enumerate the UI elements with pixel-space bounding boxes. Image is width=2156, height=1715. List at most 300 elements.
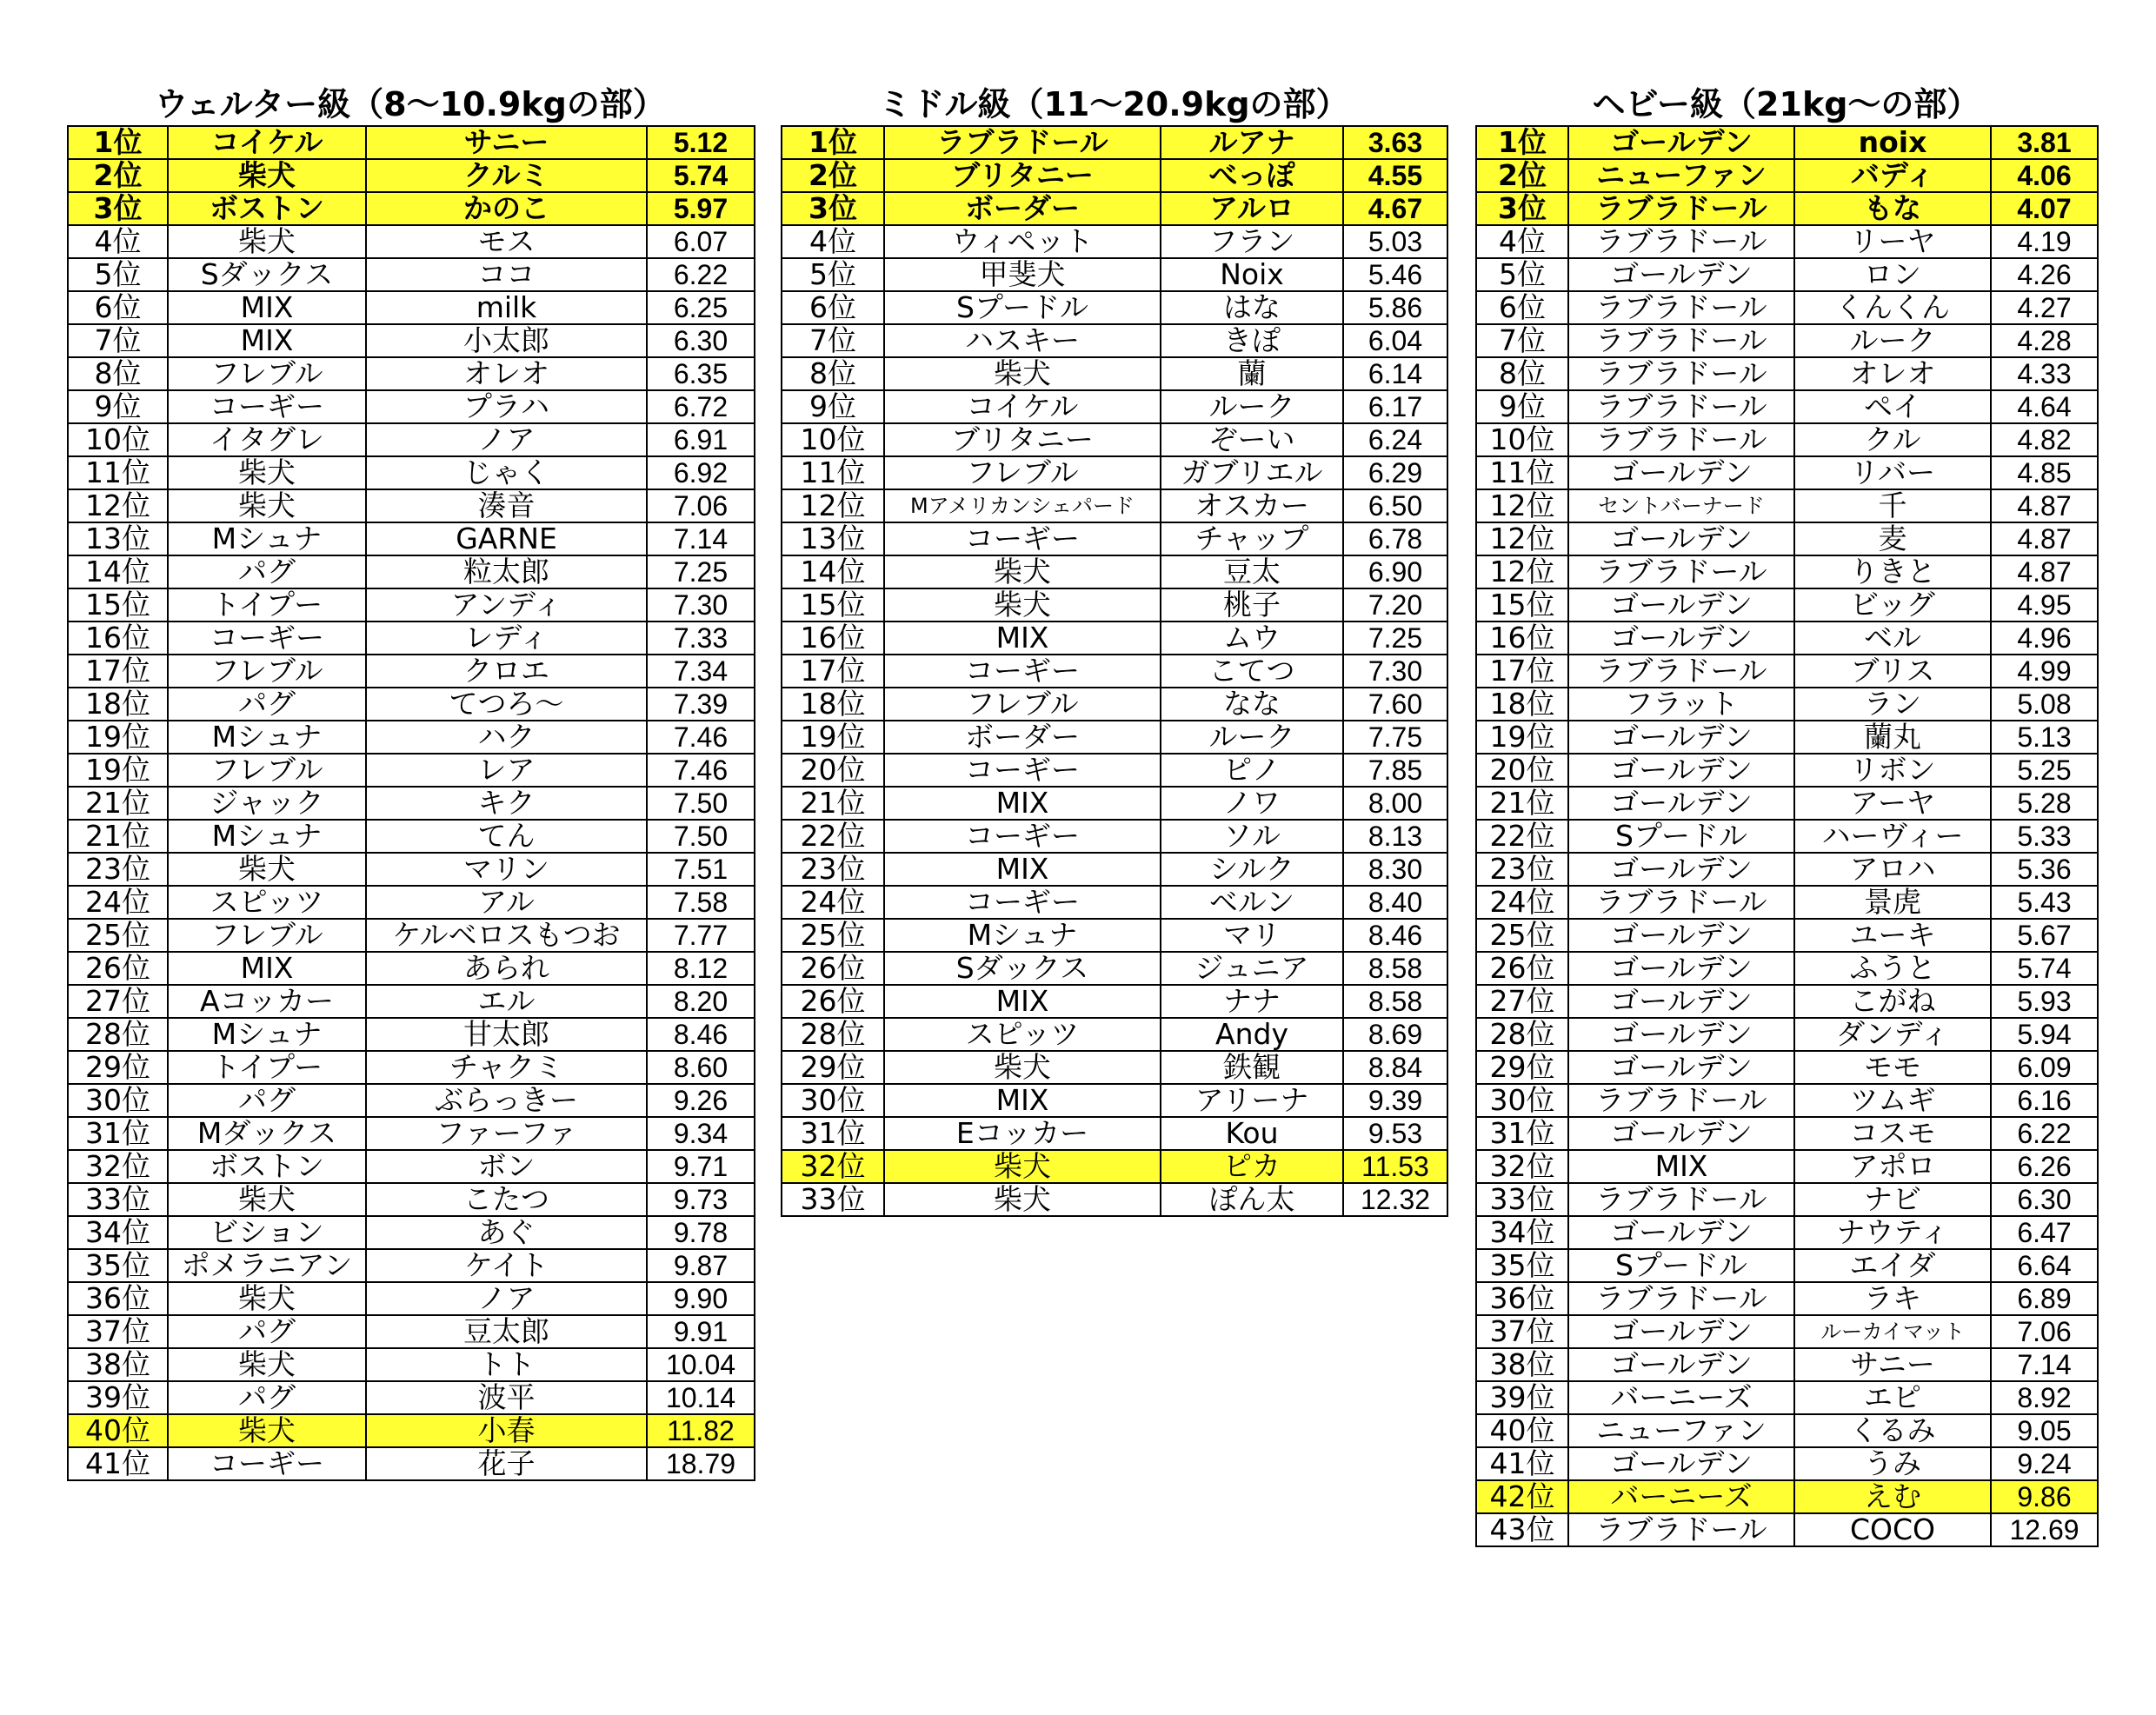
breed-cell: イタグレ [168, 423, 366, 456]
dog-name-cell: ルーカイマット [1794, 1315, 1991, 1348]
breed-cell: ボストン [168, 1150, 366, 1183]
rank-cell: 12位 [1476, 489, 1568, 522]
time-cell: 4.87 [1991, 489, 2098, 522]
rank-cell: 37位 [68, 1315, 168, 1348]
rank-cell: 32位 [782, 1150, 884, 1183]
dog-name-cell: てつろ～ [366, 688, 647, 721]
breed-cell: ポメラニアン [168, 1249, 366, 1282]
breed-cell: ボストン [168, 192, 366, 225]
table-row [1476, 853, 2098, 886]
time-cell: 4.85 [1991, 456, 2098, 489]
table-row [1476, 555, 2098, 588]
breed-cell: ラブラドール [1568, 357, 1794, 390]
table-row [782, 919, 1447, 952]
breed-cell: フラット [1568, 688, 1794, 721]
rank-cell: 41位 [1476, 1447, 1568, 1480]
time-cell: 8.30 [1343, 853, 1447, 886]
breed-cell: コーギー [168, 1447, 366, 1480]
breed-cell: MIX [884, 622, 1161, 655]
rank-cell: 6位 [68, 291, 168, 324]
breed-cell: MIX [884, 985, 1161, 1018]
rank-cell: 26位 [782, 985, 884, 1018]
rank-cell: 7位 [68, 324, 168, 357]
rank-cell: 13位 [68, 522, 168, 555]
dog-name-cell: レア [366, 754, 647, 787]
rank-cell: 30位 [1476, 1084, 1568, 1117]
table-row [68, 721, 755, 754]
rank-cell: 33位 [782, 1183, 884, 1216]
time-cell: 12.32 [1343, 1183, 1447, 1216]
dog-name-cell: リバー [1794, 456, 1991, 489]
rank-cell: 15位 [782, 588, 884, 622]
time-cell: 5.74 [1991, 952, 2098, 985]
table-row [68, 423, 755, 456]
breed-cell: フレブル [168, 919, 366, 952]
table-row [68, 1117, 755, 1150]
time-cell: 7.46 [647, 754, 755, 787]
table-row [782, 489, 1447, 522]
time-cell: 9.71 [647, 1150, 755, 1183]
time-cell: 9.26 [647, 1084, 755, 1117]
time-cell: 6.25 [647, 291, 755, 324]
breed-cell: コーギー [884, 522, 1161, 555]
middle-table [781, 125, 1448, 1217]
table-row [68, 688, 755, 721]
breed-cell: ゴールデン [1568, 787, 1794, 820]
rank-cell: 12位 [68, 489, 168, 522]
time-cell: 6.16 [1991, 1084, 2098, 1117]
breed-cell: 柴犬 [168, 489, 366, 522]
dog-name-cell: 小春 [366, 1414, 647, 1447]
rank-cell: 38位 [1476, 1348, 1568, 1381]
middle-section [781, 83, 1447, 1217]
time-cell: 7.34 [647, 655, 755, 688]
time-cell: 6.24 [1343, 423, 1447, 456]
breed-cell: Mシュナ [168, 820, 366, 853]
time-cell: 8.92 [1991, 1381, 2098, 1414]
time-cell: 4.33 [1991, 357, 2098, 390]
breed-cell: MIX [884, 1084, 1161, 1117]
time-cell: 5.93 [1991, 985, 2098, 1018]
table-row [782, 1018, 1447, 1051]
rank-cell: 9位 [782, 390, 884, 423]
dog-name-cell: ピノ [1161, 754, 1343, 787]
time-cell: 5.86 [1343, 291, 1447, 324]
breed-cell: ハスキー [884, 324, 1161, 357]
breed-cell: 柴犬 [168, 225, 366, 258]
dog-name-cell: ルアナ [1161, 126, 1343, 159]
table-row [68, 588, 755, 622]
rank-cell: 2位 [68, 159, 168, 192]
dog-name-cell: てん [366, 820, 647, 853]
breed-cell: ニューファン [1568, 159, 1794, 192]
rank-cell: 20位 [1476, 754, 1568, 787]
breed-cell: 柴犬 [168, 456, 366, 489]
rank-cell: 2位 [782, 159, 884, 192]
table-row [68, 622, 755, 655]
dog-name-cell: プラハ [366, 390, 647, 423]
dog-name-cell: 甘太郎 [366, 1018, 647, 1051]
dog-name-cell: アポロ [1794, 1150, 1991, 1183]
rank-cell: 7位 [782, 324, 884, 357]
table-row [1476, 258, 2098, 291]
time-cell: 4.96 [1991, 622, 2098, 655]
table-row [68, 1018, 755, 1051]
breed-cell: ラブラドール [1568, 1183, 1794, 1216]
time-cell: 5.67 [1991, 919, 2098, 952]
time-cell: 4.06 [1991, 159, 2098, 192]
time-cell: 6.72 [647, 390, 755, 423]
table-row [782, 588, 1447, 622]
time-cell: 5.12 [647, 126, 755, 159]
time-cell: 3.81 [1991, 126, 2098, 159]
breed-cell: コーギー [884, 754, 1161, 787]
table-row [1476, 886, 2098, 919]
rank-cell: 27位 [1476, 985, 1568, 1018]
table-row [782, 555, 1447, 588]
heavy-section [1475, 83, 2097, 1547]
time-cell: 5.43 [1991, 886, 2098, 919]
breed-cell: コーギー [884, 655, 1161, 688]
table-row [68, 192, 755, 225]
time-cell: 7.06 [647, 489, 755, 522]
time-cell: 6.90 [1343, 555, 1447, 588]
table-row [782, 688, 1447, 721]
dog-name-cell: シルク [1161, 853, 1343, 886]
rank-cell: 9位 [1476, 390, 1568, 423]
rank-cell: 22位 [782, 820, 884, 853]
table-row [782, 1150, 1447, 1183]
time-cell: 4.19 [1991, 225, 2098, 258]
rank-cell: 26位 [782, 952, 884, 985]
dog-name-cell: モモ [1794, 1051, 1991, 1084]
breed-cell: ボーダー [884, 192, 1161, 225]
time-cell: 4.87 [1991, 522, 2098, 555]
breed-cell: コイケル [884, 390, 1161, 423]
dog-name-cell: ラキ [1794, 1282, 1991, 1315]
breed-cell: ボーダー [884, 721, 1161, 754]
time-cell: 9.73 [647, 1183, 755, 1216]
rank-cell: 37位 [1476, 1315, 1568, 1348]
time-cell: 7.75 [1343, 721, 1447, 754]
heavy-table [1475, 125, 2099, 1547]
rank-cell: 21位 [68, 787, 168, 820]
dog-name-cell: ナナ [1161, 985, 1343, 1018]
time-cell: 6.22 [1991, 1117, 2098, 1150]
time-cell: 9.05 [1991, 1414, 2098, 1447]
time-cell: 9.24 [1991, 1447, 2098, 1480]
time-cell: 7.60 [1343, 688, 1447, 721]
time-cell: 6.78 [1343, 522, 1447, 555]
table-row [68, 787, 755, 820]
breed-cell: ゴールデン [1568, 853, 1794, 886]
rank-cell: 15位 [1476, 588, 1568, 622]
dog-name-cell: りきと [1794, 555, 1991, 588]
time-cell: 7.14 [647, 522, 755, 555]
dog-name-cell: こたつ [366, 1183, 647, 1216]
time-cell: 6.29 [1343, 456, 1447, 489]
dog-name-cell: フラン [1161, 225, 1343, 258]
dog-name-cell: ココ [366, 258, 647, 291]
dog-name-cell: ぽん太 [1161, 1183, 1343, 1216]
breed-cell: 柴犬 [884, 588, 1161, 622]
dog-name-cell: ロン [1794, 258, 1991, 291]
dog-name-cell: オレオ [1794, 357, 1991, 390]
rank-cell: 30位 [68, 1084, 168, 1117]
rank-cell: 39位 [1476, 1381, 1568, 1414]
table-row [782, 853, 1447, 886]
table-row [1476, 1315, 2098, 1348]
rank-cell: 35位 [1476, 1249, 1568, 1282]
dog-name-cell: オレオ [366, 357, 647, 390]
table-row [68, 1084, 755, 1117]
rank-cell: 24位 [68, 886, 168, 919]
rank-cell: 43位 [1476, 1513, 1568, 1546]
table-row [782, 390, 1447, 423]
rank-cell: 14位 [782, 555, 884, 588]
dog-name-cell: 蘭丸 [1794, 721, 1991, 754]
dog-name-cell: ガブリエル [1161, 456, 1343, 489]
table-row [782, 952, 1447, 985]
breed-cell: スピッツ [168, 886, 366, 919]
welter-table [67, 125, 755, 1481]
table-row [782, 655, 1447, 688]
rank-cell: 40位 [1476, 1414, 1568, 1447]
time-cell: 7.30 [647, 588, 755, 622]
breed-cell: ゴールデン [1568, 1018, 1794, 1051]
rank-cell: 21位 [1476, 787, 1568, 820]
time-cell: 9.87 [647, 1249, 755, 1282]
table-row [1476, 1447, 2098, 1480]
breed-cell: コーギー [884, 820, 1161, 853]
table-row [1476, 159, 2098, 192]
dog-name-cell: チャップ [1161, 522, 1343, 555]
dog-name-cell: アンディ [366, 588, 647, 622]
breed-cell: MIX [168, 324, 366, 357]
breed-cell: Aコッカー [168, 985, 366, 1018]
dog-name-cell: 千 [1794, 489, 1991, 522]
time-cell: 6.07 [647, 225, 755, 258]
rank-cell: 24位 [1476, 886, 1568, 919]
table-row [782, 324, 1447, 357]
rank-cell: 3位 [782, 192, 884, 225]
breed-cell: ゴールデン [1568, 985, 1794, 1018]
time-cell: 8.58 [1343, 985, 1447, 1018]
dog-name-cell: アロハ [1794, 853, 1991, 886]
time-cell: 9.78 [647, 1216, 755, 1249]
dog-name-cell: オスカー [1161, 489, 1343, 522]
table-row [68, 225, 755, 258]
rank-cell: 11位 [1476, 456, 1568, 489]
time-cell: 7.50 [647, 787, 755, 820]
dog-name-cell: くるみ [1794, 1414, 1991, 1447]
dog-name-cell: アル [366, 886, 647, 919]
time-cell: 5.28 [1991, 787, 2098, 820]
breed-cell: 柴犬 [168, 1183, 366, 1216]
time-cell: 7.39 [647, 688, 755, 721]
dog-name-cell: エル [366, 985, 647, 1018]
rank-cell: 11位 [68, 456, 168, 489]
table-row [1476, 1051, 2098, 1084]
breed-cell: ブリタニー [884, 423, 1161, 456]
breed-cell: MIX [884, 787, 1161, 820]
time-cell: 5.13 [1991, 721, 2098, 754]
table-row [68, 390, 755, 423]
dog-name-cell: ジュニア [1161, 952, 1343, 985]
rank-cell: 16位 [68, 622, 168, 655]
breed-cell: トイプー [168, 588, 366, 622]
rank-cell: 34位 [68, 1216, 168, 1249]
time-cell: 5.46 [1343, 258, 1447, 291]
breed-cell: ゴールデン [1568, 721, 1794, 754]
table-row [1476, 1249, 2098, 1282]
rank-cell: 28位 [68, 1018, 168, 1051]
rank-cell: 3位 [1476, 192, 1568, 225]
time-cell: 9.86 [1991, 1480, 2098, 1513]
breed-cell: ゴールデン [1568, 1315, 1794, 1348]
rank-cell: 33位 [68, 1183, 168, 1216]
dog-name-cell: ファーファ [366, 1117, 647, 1150]
table-row [1476, 1282, 2098, 1315]
breed-cell: ゴールデン [1568, 952, 1794, 985]
breed-cell: セントバーナード [1568, 489, 1794, 522]
breed-cell: フレブル [168, 357, 366, 390]
breed-cell: 甲斐犬 [884, 258, 1161, 291]
table-row [68, 126, 755, 159]
table-row [782, 225, 1447, 258]
time-cell: 8.00 [1343, 787, 1447, 820]
table-row [68, 919, 755, 952]
time-cell: 6.64 [1991, 1249, 2098, 1282]
table-row [782, 291, 1447, 324]
time-cell: 4.27 [1991, 291, 2098, 324]
dog-name-cell: 小太郎 [366, 324, 647, 357]
time-cell: 8.60 [647, 1051, 755, 1084]
rank-cell: 36位 [68, 1282, 168, 1315]
rank-cell: 25位 [1476, 919, 1568, 952]
breed-cell: 柴犬 [884, 1051, 1161, 1084]
table-row [68, 1447, 755, 1480]
rank-cell: 12位 [1476, 522, 1568, 555]
dog-name-cell: バディ [1794, 159, 1991, 192]
breed-cell: ラブラドール [1568, 390, 1794, 423]
time-cell: 8.46 [1343, 919, 1447, 952]
dog-name-cell: 湊音 [366, 489, 647, 522]
dog-name-cell: リボン [1794, 754, 1991, 787]
dog-name-cell: かのこ [366, 192, 647, 225]
dog-name-cell: ムウ [1161, 622, 1343, 655]
time-cell: 7.46 [647, 721, 755, 754]
dog-name-cell: ノア [366, 423, 647, 456]
table-row [68, 1282, 755, 1315]
table-row [782, 1117, 1447, 1150]
dog-name-cell: 粒太郎 [366, 555, 647, 588]
breed-cell: ゴールデン [1568, 919, 1794, 952]
dog-name-cell: ボン [366, 1150, 647, 1183]
welter-title: ウェルター級（8～10.9kgの部） [155, 85, 666, 123]
table-row [68, 489, 755, 522]
time-cell: 5.74 [647, 159, 755, 192]
rank-cell: 29位 [782, 1051, 884, 1084]
rank-cell: 21位 [68, 820, 168, 853]
dog-name-cell: ケルベロスもつお [366, 919, 647, 952]
rank-cell: 3位 [68, 192, 168, 225]
dog-name-cell: もな [1794, 192, 1991, 225]
table-row [782, 622, 1447, 655]
time-cell: 8.20 [647, 985, 755, 1018]
breed-cell: フレブル [168, 655, 366, 688]
breed-cell: 柴犬 [168, 1282, 366, 1315]
rank-cell: 32位 [68, 1150, 168, 1183]
table-row [1476, 324, 2098, 357]
table-row [1476, 522, 2098, 555]
time-cell: 3.63 [1343, 126, 1447, 159]
dog-name-cell: ふうと [1794, 952, 1991, 985]
rank-cell: 16位 [1476, 622, 1568, 655]
time-cell: 11.82 [647, 1414, 755, 1447]
dog-name-cell: あぐ [366, 1216, 647, 1249]
time-cell: 8.46 [647, 1018, 755, 1051]
table-row [68, 886, 755, 919]
time-cell: 10.14 [647, 1381, 755, 1414]
dog-name-cell: ダンディ [1794, 1018, 1991, 1051]
rank-cell: 26位 [1476, 952, 1568, 985]
breed-cell: ゴールデン [1568, 126, 1794, 159]
rank-cell: 12位 [782, 489, 884, 522]
time-cell: 7.20 [1343, 588, 1447, 622]
rank-cell: 17位 [1476, 655, 1568, 688]
rank-cell: 21位 [782, 787, 884, 820]
table-row [1476, 1414, 2098, 1447]
table-row [1476, 390, 2098, 423]
dog-name-cell: Andy [1161, 1018, 1343, 1051]
time-cell: 9.91 [647, 1315, 755, 1348]
rank-cell: 12位 [1476, 555, 1568, 588]
table-row [1476, 489, 2098, 522]
table-row [68, 258, 755, 291]
rank-cell: 29位 [68, 1051, 168, 1084]
rank-cell: 23位 [68, 853, 168, 886]
breed-cell: 柴犬 [168, 159, 366, 192]
rank-cell: 25位 [782, 919, 884, 952]
table-row [1476, 357, 2098, 390]
dog-name-cell: ペイ [1794, 390, 1991, 423]
table-row [1476, 787, 2098, 820]
rank-cell: 23位 [1476, 853, 1568, 886]
breed-cell: 柴犬 [168, 1414, 366, 1447]
table-row [68, 1183, 755, 1216]
dog-name-cell: ベル [1794, 622, 1991, 655]
table-row [782, 192, 1447, 225]
rank-cell: 39位 [68, 1381, 168, 1414]
breed-cell: 柴犬 [884, 1150, 1161, 1183]
dog-name-cell: マリン [366, 853, 647, 886]
rank-cell: 2位 [1476, 159, 1568, 192]
rank-cell: 28位 [782, 1018, 884, 1051]
rank-cell: 24位 [782, 886, 884, 919]
rank-cell: 1位 [1476, 126, 1568, 159]
dog-name-cell: じゃく [366, 456, 647, 489]
breed-cell: ラブラドール [1568, 886, 1794, 919]
time-cell: 5.94 [1991, 1018, 2098, 1051]
rank-cell: 19位 [68, 721, 168, 754]
rank-cell: 33位 [1476, 1183, 1568, 1216]
table-row [782, 1051, 1447, 1084]
rank-cell: 14位 [68, 555, 168, 588]
breed-cell: Mダックス [168, 1117, 366, 1150]
table-row [782, 258, 1447, 291]
dog-name-cell: ぶらっきー [366, 1084, 647, 1117]
